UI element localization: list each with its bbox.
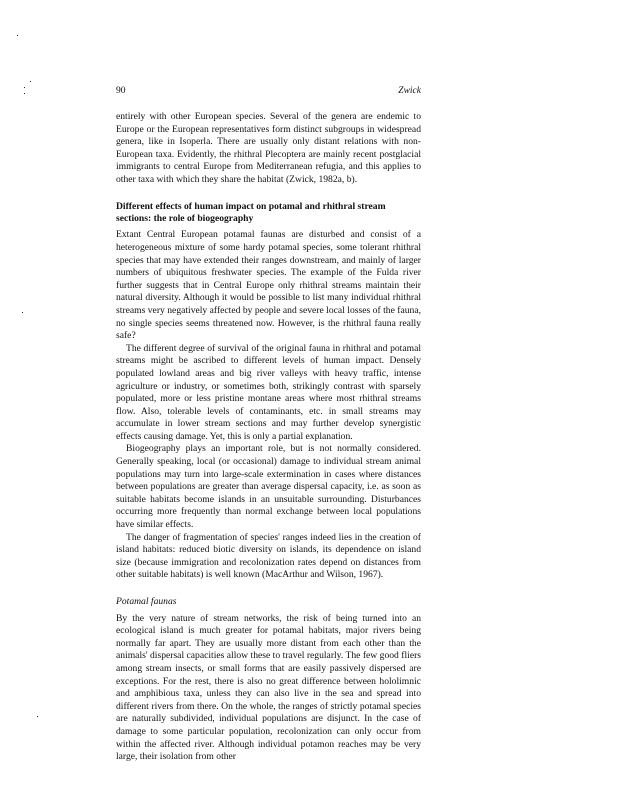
scan-artifact-dot: [17, 35, 18, 36]
running-header: [116, 86, 421, 100]
paragraph: The danger of fragmentation of species' ranges indeed lies in the creation of island habitats: reduced biotic diversity on islands, its dependence on island size (because immigration and recolonization rates depend on distances from other suitable habitats) is well known (MacArthur and Wilson, 1967).: [116, 531, 421, 581]
paragraph: entirely with other European species. Several of the genera are endemic to Europe or the European representatives form distinct subgroups in widespread genera, like in Isoperla. There are usually only distant relations with non-European taxa. Evidently, the rhithral Plecoptera are mainly recent postglacial immigrants to central Europe from Mediterranean refugia, and this applies to other taxa with which they share the habitat (Zwick, 1982a, b).: [116, 111, 421, 185]
paragraph: The different degree of survival of the original fauna in rhithral and potamal streams might be ascribed to different levels of human impact. Densely populated lowland areas and big river valleys with heavy traffic, intense agriculture or industry, or sometimes both, strikingly contrast with sparsely populated, more or less pristine montane areas where most rhithral streams flow. Also, tolerable levels of contaminants, etc. in small streams may accumulate in lower stream sections and may further develop synergistic effects causing damage. Yet, this is only a partial explanation.: [116, 342, 421, 442]
section-heading: Different effects of human impact on potamal and rhithral stream sections: the role of biogeography: [116, 200, 386, 224]
running-head-author: Zwick: [398, 86, 421, 96]
scan-artifact-dot: [37, 716, 38, 717]
scan-artifact-dot: [24, 93, 25, 94]
body-text: [116, 111, 421, 764]
scan-artifact-dot: [30, 81, 31, 82]
paragraph: Biogeography plays an important role, but is not normally considered. Generally speaking, local (or occasional) damage to individual stream animal populations may turn into large-scale extermination in cases where distances between populations are greater than average dispersal capacity, i.e. as soon as suitable habitats become islands in an unsuitable surrounding. Disturbances occurring more frequently than normal exchange between local populations have similar effects.: [116, 443, 421, 531]
paragraph: Extant Central European potamal faunas are disturbed and consist of a heterogeneous mixture of some hardy potamal species, some tolerant rhithral species that may have extended their ranges downstream, and mainly of larger numbers of ubiquitous freshwater species. The example of the Fulda river further suggests that in Central Europe only rhithral streams maintain their natural diversity. Although it would be possible to list many individual rhithral streams very negatively affected by people and severe local losses of the fauna, no single species seems threatened now. However, is the rhithral fauna really safe?: [116, 229, 421, 342]
paragraph: By the very nature of stream networks, the risk of being turned into an ecological island is much greater for potamal habitats, major rivers being normally far apart. They are usually more distant from each other than the animals' dispersal capacities allow these to travel regularly. The few good fliers among stream insects, or small forms that are easily passively dispersed are exceptions. For the rest, there is also no great difference between hololimnic and amphibious taxa, unless they can also live in the sea and spread into different rivers from there. On the whole, the ranges of strictly potamal species are naturally subdivided, individual populations are disjunct. In the case of damage to some particular population, recolonization can only occur from within the affected river. Although individual potamon reaches may be very large, their isolation from other: [116, 612, 421, 763]
scan-artifact-dot: [24, 87, 25, 88]
scan-artifact-dot: [22, 312, 23, 313]
subsection-heading: Potamal faunas: [116, 596, 177, 607]
page-number: 90: [116, 86, 126, 96]
